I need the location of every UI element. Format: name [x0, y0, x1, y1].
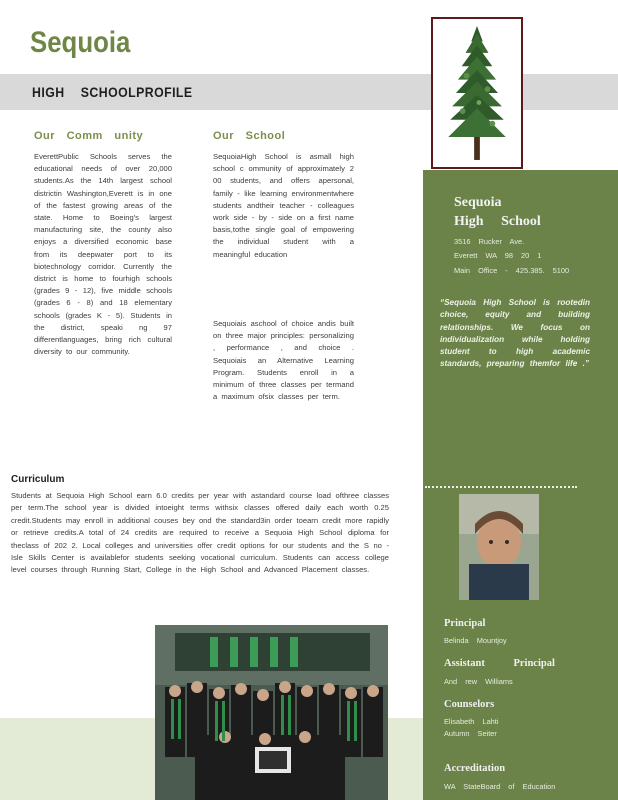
page-title: Sequoia	[30, 26, 131, 59]
community-heading: Our Comm unity	[34, 130, 144, 142]
portrait-image	[459, 494, 539, 600]
curriculum-heading: Curriculum	[11, 474, 65, 485]
school-heading: Our School	[213, 130, 286, 142]
sidebar-address: 3516 Rucker Ave.	[454, 237, 525, 246]
school-quote: “Sequoia High School is rootedin choice, equity and building relationships. We focus on individualization while holding student to high academic standards, preparing themfor life .”	[440, 298, 590, 369]
accreditation-body: WA StateBoard of Education	[444, 782, 556, 791]
counselor-2: Autumn Seiter	[444, 729, 497, 738]
graduation-photo	[155, 625, 388, 800]
principal-portrait	[459, 494, 539, 600]
principal-label: Principal	[444, 618, 486, 629]
sidebar-phone: Main Office - 425.385. 5100	[454, 266, 570, 275]
assistant-principal-label: Assistant Principal	[444, 658, 555, 669]
counselors-label: Counselors	[444, 699, 495, 710]
page-subtitle: HIGH SCHOOLPROFILE	[32, 84, 193, 100]
sidebar-school-name-2: High School	[454, 214, 541, 229]
sidebar-school-name-1: Sequoia	[454, 195, 502, 210]
principal-name: Belinda Mountjoy	[444, 636, 507, 645]
assistant-principal-name: And rew Williams	[444, 677, 513, 686]
community-body: EverettPublic Schools serves the educational needs of over 20,000 students.As the 14th largest school districtin Washington,Everett is in one of the fastest growing areas of the state. Home to Boeing's largest manufacturing site, the county also enjoys a diversified economic base from its deepwater port to its biotechnology corridor. Currently the district is home to fourhigh schools (grades 9 - 12), five middle schools (grades 6 - 8) and 18 elementary schools (grades K - 5). Students in the district, speaki ng 97 differentlanguages, bring rich cultural diversity to our community.	[34, 152, 172, 357]
graduates-image	[155, 625, 388, 800]
dotted-divider	[425, 486, 577, 488]
counselor-1: Elisabeth Lahti	[444, 717, 499, 726]
school-body-1: SequoiaHigh School is asmall high school c ommunity of approximately 2 00 students, and offers apersonal, family - like learning environmentwhere students andtheir teacher - colleagues work side - by - side on a first name basis,tothe single goal of empowering the individual student with a meaningful education	[213, 152, 354, 259]
sequoia-tree-logo	[431, 17, 523, 169]
accreditation-label: Accreditation	[444, 763, 506, 774]
school-body-2: Sequoiais aschool of choice andis built on three major principles: personalizing , performance , and choice . Sequoiais an Alternative Learning Program. Students enroll in a minimum of three classes per termand a maximum ofsix classes per term.	[213, 319, 354, 402]
curriculum-body: Students at Sequoia High School earn 6.0 credits per year with astandard course load ofthree classes per term.The school year is divided intoeight terms withsix classes offered daily each worth 0.25 credit.Students may enroll in additional couses bey ond the standard3in order toearn credit more rapidly or retrieve credits.A total of 24 credits are required to receive a Sequoia High School diploma for theclass of 202 2. Local colleges and universities offer credit options for our students and the S no - Isle Skills Center is availablefor students seeking vocational curriculum. Students can access college level courses through Running Start, College in the High School and Advanced Placement classes.	[11, 491, 389, 575]
sidebar-city: Everett WA 98 20 1	[454, 251, 542, 260]
tree-icon	[433, 19, 521, 167]
